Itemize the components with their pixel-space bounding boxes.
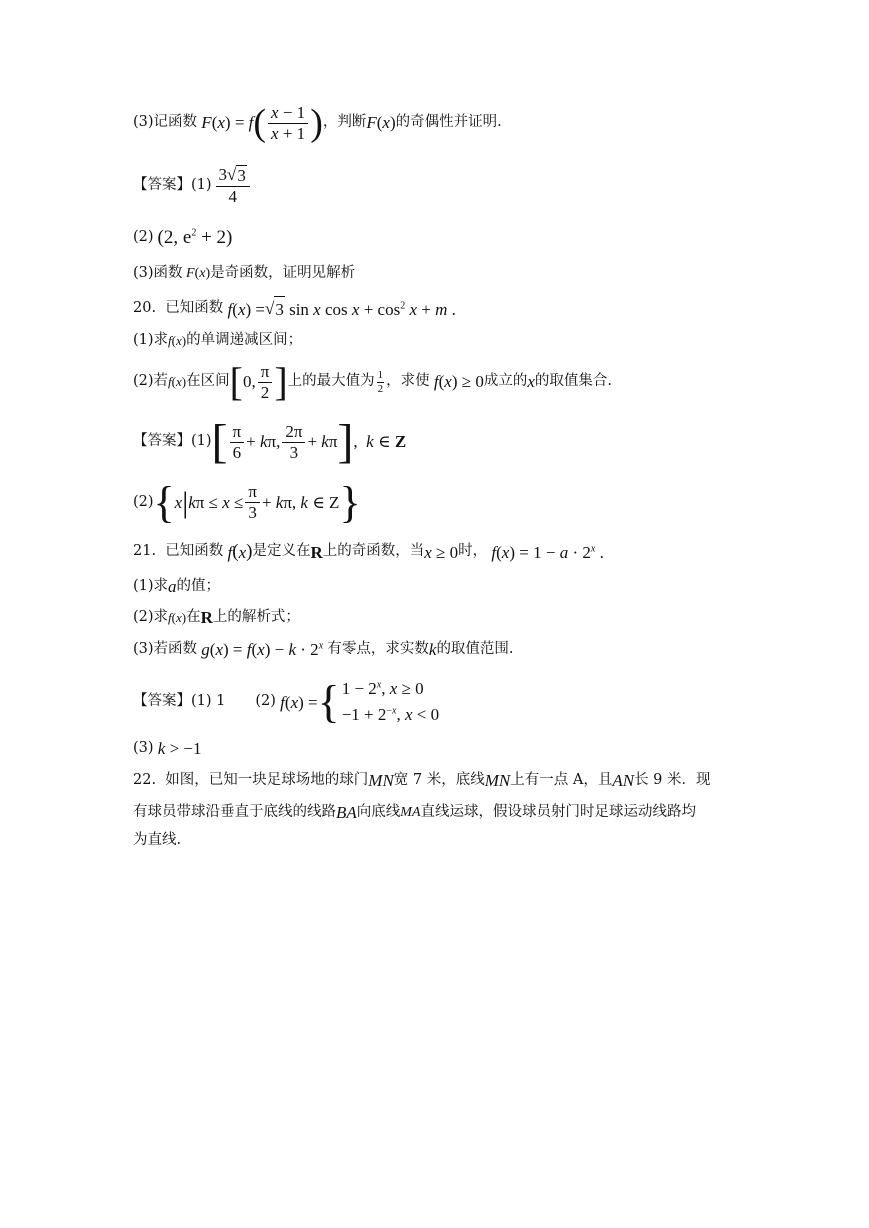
q19-part3: (3)记函数 F ( x ) = f ( $\frac{x - 1}{x + 1}$ ) ，判断 F ( x ) 的奇偶性并证明. xyxy=(133,102,502,145)
ans19-part1: 【答案】 (1) 3√ 3 4 xyxy=(133,165,252,206)
q21-part2: (2)求 f ( x ) 在 R 上的解析式； xyxy=(133,608,300,627)
ans20-part1: 【答案】 (1) [ $\frac{\pi}{6}$ + k π, $\frac{2\pi}{3}$ + k π ] , k ∈ Z xyxy=(133,415,407,468)
q22-line1: 22. 如图，已知一块足球场地的球门 MN 宽 7 米，底线 MN 上有一点 A，且 AN 长 9 米．现 xyxy=(133,771,711,790)
q21-part1: (1)求 a 的值； xyxy=(133,577,221,596)
q21-part3: (3)若函数 g ( x ) = f ( x ) − k · $2^x$ 有零点，求实数 k 的取值范围. xyxy=(133,640,514,659)
q22-line3: 为直线. xyxy=(133,832,182,848)
ans19-part3: (3)函数 F ( x ) 是奇函数，证明见解析 xyxy=(133,265,356,282)
q19-part3-tail: ，判断 xyxy=(322,114,367,131)
q21-stem: 21. 已知函数 f ( x ) 是定义在 R 上的奇函数，当 x ≥ 0 时， f ( x ) = 1 − a · $2^x$ . xyxy=(133,541,604,562)
q20-part1: (1)求 f ( x ) 的单调递减区间； xyxy=(133,332,303,349)
ans19-part2: (2) (2, $e^2 + 2$) xyxy=(133,224,232,253)
fraction-3sqrt3-over-4: 3√ 3 4 xyxy=(216,165,250,206)
q20-stem: 20. 已知函数 f ( x ) = √ 3 sin x cos x + $\cos^2$ x + m . xyxy=(133,296,456,323)
ans20-part2: (2) { x | k π ≤ x ≤ $\frac{\pi}{3}$ + k π, k ∈ Z } xyxy=(133,477,361,527)
q19-part3-end: 的奇偶性并证明. xyxy=(395,114,502,131)
q22-line2: 有球员带球沿垂直于底线的线路 BA 向底线 MA 直线运球，假设球员射门时足球运动线路均 xyxy=(133,803,696,822)
ans21-part3: (3) k > −1 xyxy=(133,739,202,758)
answer-label: 【答案】 xyxy=(133,176,191,193)
q20-part2: (2)若 f ( x ) 在区间 [ 0, $\frac{\pi}{2}$ ] 上的最大值为 $\frac{1}{2}$ ，求使 f ( x ) ≥ 0 成立的 x 的取值集合. xyxy=(133,359,612,405)
formula-F-def: F xyxy=(197,113,212,133)
q19-part3-label: (3)记函数 xyxy=(133,114,198,131)
fraction-x-1-over-x+1: $\frac{x - 1}{x + 1}$ xyxy=(268,103,308,143)
piecewise-function: $1 - 2^x$, x ≥ 0 $-1 + 2^{-x}$, x < 0 xyxy=(341,679,440,725)
ans21-part1-2: 【答案】 (1) 1 (2) f ( x ) = { $1 - 2^x$, x ≥ 0 $-1 + 2^{-x}$, x < 0 xyxy=(133,676,440,728)
interval-answer: (2, $e^2 + 2$) xyxy=(157,227,233,248)
